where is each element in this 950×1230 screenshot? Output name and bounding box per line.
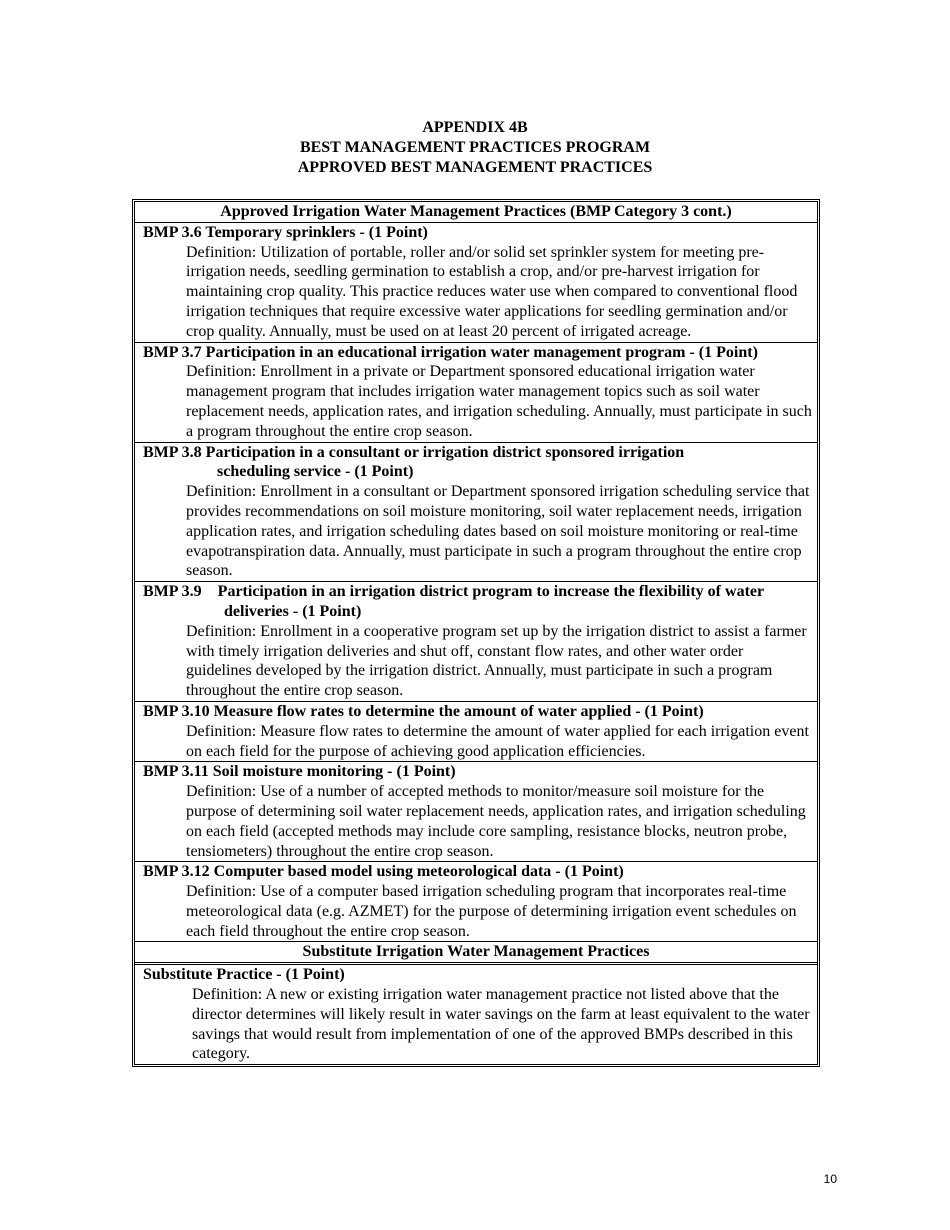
bmp-title xyxy=(143,582,813,622)
bmp-title-continuation: scheduling service - (1 Point) xyxy=(217,463,414,481)
bmp-definition: Definition: Use of a computer based irrigation scheduling program that incorporates real-time meteorological data (e.g. AZMET) for the purpose of determining irrigation event schedules on each field throughout the entire crop season. xyxy=(186,883,797,940)
bmp-title: BMP 3.6 Temporary sprinklers - (1 Point) xyxy=(143,223,428,241)
page-header xyxy=(0,118,950,178)
bmp-title-continuation: deliveries - (1 Point) xyxy=(224,602,362,620)
bmp-row-3-9 xyxy=(135,582,817,702)
program-title: BEST MANAGEMENT PRACTICES PROGRAM xyxy=(299,139,651,156)
bmp-definition: Definition: Utilization of portable, roller and/or solid set sprinkler system for meeting pre-irrigation needs, seedling germination to establish a crop, and/or pre-harvest irrigation for maintaining crop quality. This practice reduces water use when compared to conventional flood irrigation techniques that require excessive water applications for seedling germination and/or crop quality. Annually, must be used on at least 20 percent of irrigated acreage. xyxy=(186,243,798,340)
bmp-row-3-12 xyxy=(135,862,817,942)
bmp-row-3-11 xyxy=(135,762,817,862)
bmp-definition: Definition: Measure flow rates to determine the amount of water applied for each irrigation event on each field for the purpose of achieving good application efficiencies. xyxy=(186,722,809,760)
bmp-definition: Definition: Use of a number of accepted methods to monitor/measure soil moisture for the purpose of determining soil water replacement needs, application rates, and irrigation scheduling on each field (accepted methods may include core sampling, resistance blocks, neutron probe, tensiometers) throughout the entire crop season. xyxy=(186,783,806,860)
bmp-title: BMP 3.12 Computer based model using meteorological data - (1 Point) xyxy=(143,863,624,881)
bmp-row-3-10 xyxy=(135,702,817,762)
bmp-row-3-6 xyxy=(135,223,817,343)
appendix-title: APPENDIX 4B xyxy=(422,119,528,136)
bmp-title: BMP 3.7 Participation in an educational irrigation water management program - (1 Point) xyxy=(143,343,758,361)
bmp-title: BMP 3.10 Measure flow rates to determine the amount of water applied - (1 Point) xyxy=(143,702,704,720)
bmp-title-line: BMP 3.8 Participation in a consultant or irrigation district sponsored irrigation xyxy=(143,443,685,461)
bmp-title-line: BMP 3.9 Participation in an irrigation district program to increase the flexibility of water xyxy=(143,583,765,601)
substitute-section-header: Substitute Irrigation Water Management Practices xyxy=(135,942,817,965)
bmp-title xyxy=(143,443,813,483)
bmp-definition: Definition: Enrollment in a private or Department sponsored educational irrigation water management program that includes irrigation water management topics such as soil water replacement needs, application rates, and irrigation scheduling. Annually, must participate in such a program throughout the entire crop season. xyxy=(186,363,812,440)
bmp-definition: Definition: Enrollment in a cooperative program set up by the irrigation district to assist a farmer with timely irrigation deliveries and shut off, constant flow rates, and other water order guidelines developed by the irrigation district. Annually, must participate in such a program throughout the entire crop season. xyxy=(186,622,807,700)
substitute-practice-row xyxy=(135,965,817,1064)
bmp-definition: Definition: Enrollment in a consultant or Department sponsored irrigation scheduling service that provides recommendations on soil moisture monitoring, soil water replacement needs, irrigation application rates, and irrigation scheduling dates based on soil moisture monitoring or real-time evapotranspiration data. Annually, must participate in such a program throughout the entire crop season. xyxy=(186,483,810,580)
bmp-title: BMP 3.11 Soil moisture monitoring - (1 Point) xyxy=(143,763,456,781)
bmp-table xyxy=(132,199,820,1067)
page-number: 10 xyxy=(823,1172,837,1186)
bmp-row-3-7 xyxy=(135,343,817,443)
substitute-definition: Definition: A new or existing irrigation water management practice not listed above that the director determines will likely result in water savings on the farm at least equivalent to the water savings that would result from implementation of one of the approved BMPs described in this category. xyxy=(192,986,810,1063)
substitute-title: Substitute Practice - (1 Point) xyxy=(143,966,345,984)
approved-section-header: Approved Irrigation Water Management Practices (BMP Category 3 cont.) xyxy=(135,202,817,223)
practices-title: APPROVED BEST MANAGEMENT PRACTICES xyxy=(297,159,653,176)
bmp-row-3-8 xyxy=(135,443,817,583)
